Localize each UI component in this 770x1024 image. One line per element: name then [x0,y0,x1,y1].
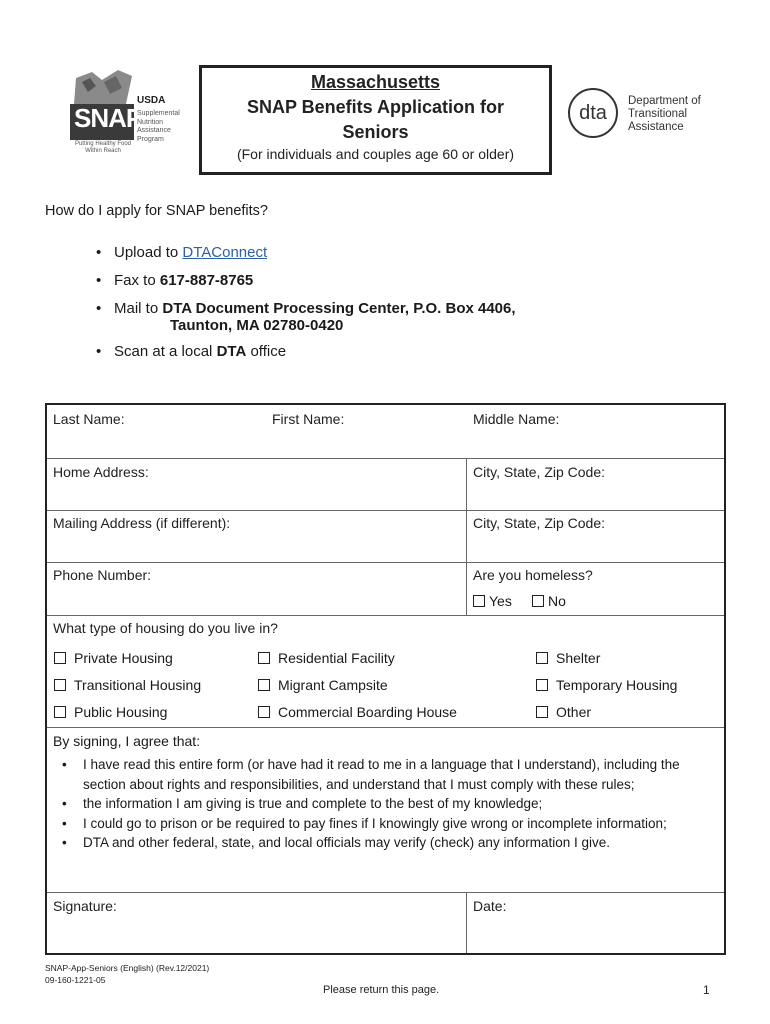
mailing-city-state-zip-input[interactable] [471,537,721,559]
housing-option-label: Public Housing [74,704,168,720]
signature-label: Signature: [53,898,117,914]
housing-checkbox[interactable] [258,652,270,664]
housing-option-private[interactable] [54,650,173,666]
homeless-question: Are you homeless? [473,567,593,583]
column-divider [466,458,467,615]
homeless-no-checkbox[interactable] [532,595,544,607]
method-text: Mail to [114,300,163,317]
dta-name-line: Transitional [628,108,688,120]
home-address-label: Home Address: [53,464,149,480]
last-name-label: Last Name: [53,411,125,427]
agreement-term: • DTA and other federal, state, and local officials may verify (check) any information I give. [57,833,717,853]
usda-label: USDA [137,95,166,106]
housing-checkbox[interactable] [536,679,548,691]
housing-option-temporary[interactable] [536,677,677,693]
title-subtitle: (For individuals and couples age 60 or older) [236,146,515,162]
dta-logo-text [628,95,701,134]
dta-logo-mark: dta [568,88,618,138]
housing-checkbox[interactable] [54,652,66,664]
home-address-input[interactable] [51,485,461,507]
homeless-yes-checkbox[interactable] [473,595,485,607]
housing-checkbox[interactable] [258,706,270,718]
housing-checkbox[interactable] [54,706,66,718]
snap-logo-subtitle: Supplemental Nutrition Assistance Program [137,110,180,143]
snap-logo-tagline: Putting Healthy Food Within Reach [74,141,132,154]
mailing-address-input[interactable] [51,537,461,559]
application-form [45,403,726,955]
title-box [199,65,552,175]
method-text: Upload to [114,244,183,261]
housing-option-transitional[interactable] [54,677,201,693]
snap-logo-word: SNAP [74,103,143,133]
housing-option-label: Commercial Boarding House [278,704,457,720]
housing-option-label: Migrant Campsite [278,677,388,693]
signature-input[interactable] [51,919,461,949]
phone-number-label: Phone Number: [53,567,152,583]
housing-checkbox[interactable] [536,706,548,718]
title-main: SNAP Benefits Application for [246,97,505,117]
date-input[interactable] [471,919,721,949]
agreement-heading: By signing, I agree that: [53,733,201,749]
method-text: Fax to [114,272,160,289]
return-note: Please return this page. [323,984,440,996]
mailing-city-state-zip-label: City, State, Zip Code: [473,515,606,531]
housing-option-boarding[interactable] [258,704,457,720]
housing-option-migrant[interactable] [258,677,388,693]
homeless-no-option[interactable] [532,593,566,609]
title-state: Massachusetts [310,72,441,92]
dtaconnect-link[interactable]: DTAConnect [182,244,268,261]
housing-option-public[interactable] [54,704,167,720]
housing-option-label: Other [556,704,592,720]
home-city-state-zip-input[interactable] [471,485,721,507]
homeless-yes-option[interactable] [473,593,512,609]
method-fax [96,272,516,292]
title-audience: Seniors [342,122,409,142]
housing-option-residential[interactable] [258,650,395,666]
agreement-term: • the information I am giving is true and complete to the best of my knowledge; [57,794,717,814]
date-label: Date: [473,898,507,914]
apply-methods-list [96,244,516,360]
homeless-no-label: No [548,593,566,609]
housing-option-label: Residential Facility [278,650,395,666]
dta-name-line: Assistance [628,121,684,133]
method-scan [96,343,516,360]
housing-checkbox[interactable] [258,679,270,691]
agreement-term: • I could go to prison or be required to pay fines if I knowingly give wrong or incomplete information; [57,814,717,834]
housing-option-label: Temporary Housing [556,677,678,693]
middle-name-label: Middle Name: [473,411,560,427]
agreement-term: • I have read this entire form (or have had it read to me in a language that I understand), including the section about rights and responsibilities, and understand that I must comply with these rules; [57,755,717,794]
dta-logo [568,88,618,138]
form-code [45,962,209,986]
method-text: Scan at a local [114,343,217,360]
column-divider [466,892,467,953]
fax-number: 617-887-8765 [159,272,254,289]
homeless-yes-label: Yes [489,593,512,609]
housing-option-label: Private Housing [74,650,173,666]
method-text-bold: DTA [216,343,247,360]
housing-checkbox[interactable] [54,679,66,691]
housing-option-other[interactable] [536,704,591,720]
housing-checkbox[interactable] [536,652,548,664]
method-mail [96,300,516,334]
dta-name-line: Department of [628,95,701,107]
housing-question: What type of housing do you live in? [53,620,278,636]
home-city-state-zip-label: City, State, Zip Code: [473,464,606,480]
mail-address-line1: DTA Document Processing Center, P.O. Box 4406, [162,300,516,317]
housing-option-label: Transitional Housing [74,677,202,693]
apply-question: How do I apply for SNAP benefits? [45,203,268,219]
agreement-terms [57,755,717,853]
phone-number-input[interactable] [51,589,461,611]
name-input-area[interactable] [51,433,721,455]
housing-option-label: Shelter [556,650,601,666]
method-upload [96,244,516,264]
first-name-label: First Name: [272,411,345,427]
mail-address-line2: Taunton, MA 02780-0420 [170,317,344,334]
method-text: office [246,343,287,360]
housing-option-shelter[interactable] [536,650,600,666]
mailing-address-label: Mailing Address (if different): [53,515,231,531]
page-number: 1 [703,983,710,997]
form-revision: SNAP-App-Seniors (English) (Rev.12/2021) [45,963,210,973]
form-number: 09-160-1221-05 [45,975,106,985]
